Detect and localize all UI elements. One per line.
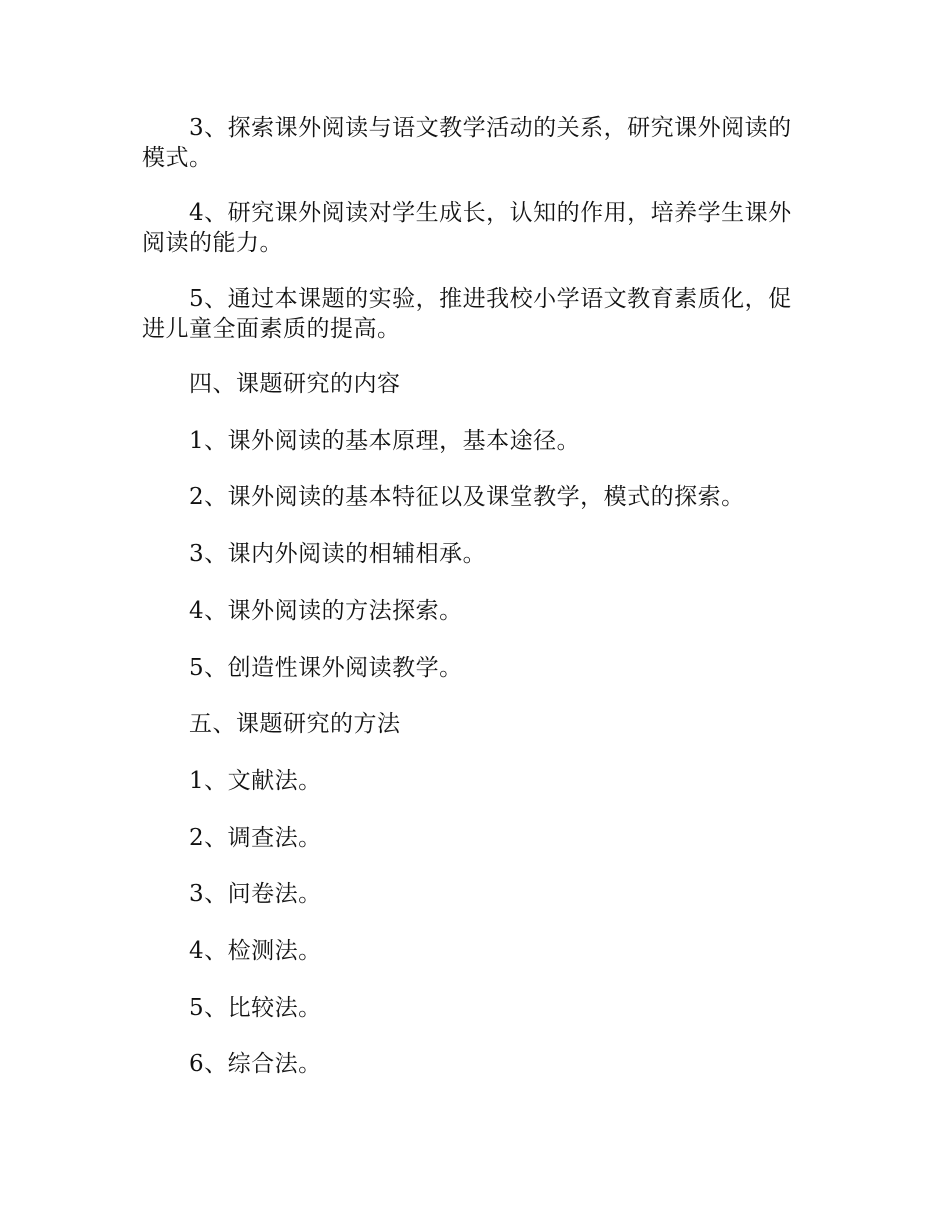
content-item-2: 2、课外阅读的基本特征以及课堂教学，模式的探索。 [189,484,745,510]
section-heading-content: 四、课题研究的内容 [189,371,401,397]
method-item-3: 3、问卷法。 [189,881,322,907]
method-item-1: 1、文献法。 [189,768,322,794]
content-item-4: 4、课外阅读的方法探索。 [189,598,463,624]
method-item-6: 6、综合法。 [189,1051,322,1077]
method-item-4: 4、检测法。 [189,938,322,964]
paragraph-goal-4: 4、研究课外阅读对学生成长，认知的作用，培养学生课外阅读的能力。 [142,200,792,256]
method-item-2: 2、调查法。 [189,825,322,851]
content-item-3: 3、课内外阅读的相辅相承。 [189,541,487,567]
content-item-5: 5、创造性课外阅读教学。 [189,655,463,681]
section-heading-methods: 五、课题研究的方法 [189,711,401,737]
content-item-1: 1、课外阅读的基本原理，基本途径。 [189,428,581,454]
paragraph-goal-5: 5、通过本课题的实验，推进我校小学语文教育素质化，促进儿童全面素质的提高。 [142,286,792,342]
method-item-5: 5、比较法。 [189,995,322,1021]
paragraph-goal-3: 3、探索课外阅读与语文教学活动的关系，研究课外阅读的模式。 [142,115,792,171]
